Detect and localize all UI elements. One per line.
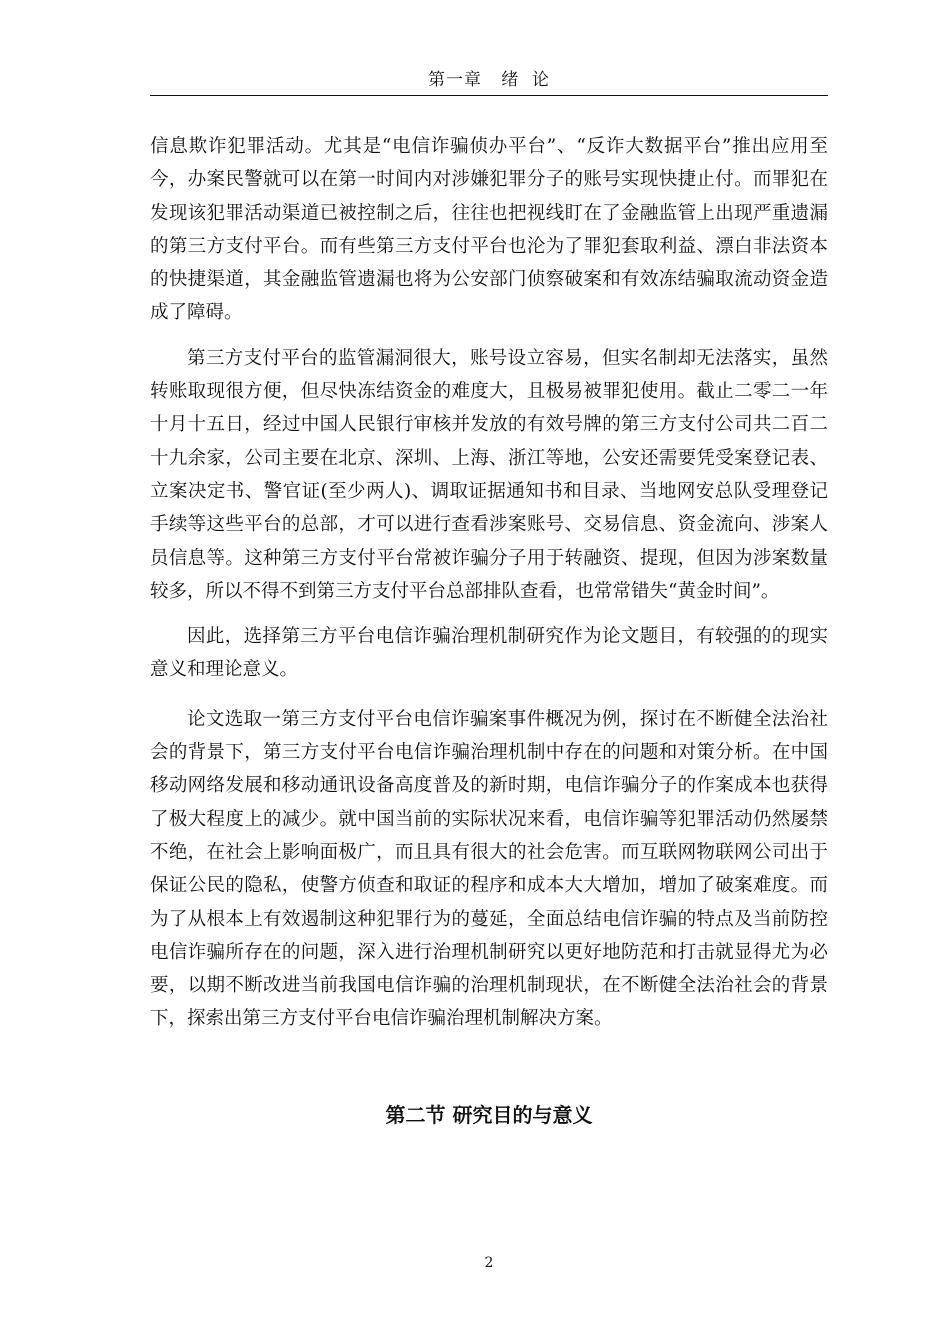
paragraph-topic-significance: 因此，选择第三方平台电信诈骗治理机制研究作为论文题目，有较强的的现实意义和理论意义。 (150, 626, 828, 681)
body-text (150, 130, 828, 1036)
page-number: 2 (484, 1255, 494, 1271)
running-header-title: 第一章 绪 论 (427, 70, 551, 90)
header-divider (150, 95, 828, 96)
paragraph-continuation: 信息欺诈犯罪活动。尤其是“电信诈骗侦办平台”、“反诈大数据平台”推出应用至今，办案民警就可以在第一时间内对涉嫌犯罪分子的账号实现快捷止付。而罪犯在发现该犯罪活动渠道已被控制之后，往往也把视线盯在了金融监管上出现严重遗漏的第三方支付平台。而有些第三方支付平台也沦为了罪犯套取利益、漂白非法资本的快捷渠道，其金融监管遗漏也将为公安部门侦察破案和有效冻结骗取流动资金造成了障碍。 (150, 136, 828, 324)
section-heading: 第二节 研究目的与意义 (385, 1103, 593, 1127)
paragraph-regulatory-loopholes: 第三方支付平台的监管漏洞很大，账号设立容易，但实名制却无法落实，虽然转账取现很方便，但尽快冻结资金的难度大，且极易被罪犯使用。截止二零二一年十月十五日，经过中国人民银行审核并发放的有效号牌的第三方支付公司共二百二十九余家，公司主要在北京、深圳、上海、浙江等地，公安还需要凭受案登记表、立案决定书、警官证(至少两人)、调取证据通知书和目录、当地网安总队受理登记手续等这些平台的总部，才可以进行查看涉案账号、交易信息、资金流向、涉案人员信息等。这种第三方支付平台常被诈骗分子用于转融资、提现，但因为涉案数量较多，所以不得不到第三方支付平台总部排队查看，也常常错失“黄金时间”。 (150, 347, 828, 602)
paragraph-research-approach: 论文选取一第三方支付平台电信诈骗案事件概况为例，探讨在不断健全法治社会的背景下，第三方支付平台电信诈骗治理机制中存在的问题和对策分析。在中国移动网络发展和移动通讯设备高度普及的新时期，电信诈骗分子的作案成本也获得了极大程度上的减少。就中国当前的实际状况来看，电信诈骗等犯罪活动仍然屡禁不绝，在社会上影响面极广，而且具有很大的社会危害。而互联网物联网公司出于保证公民的隐私，使警方侦查和取证的程序和成本大大增加，增加了破案难度。而为了从根本上有效遏制这种犯罪行为的蔓延，全面总结电信诈骗的特点及当前防控电信诈骗所存在的问题，深入进行治理机制研究以更好地防范和打击就显得尤为必要，以期不断改进当前我国电信诈骗的治理机制现状，在不断健全法治社会的背景下，探索出第三方支付平台电信诈骗治理机制解决方案。 (150, 708, 828, 1030)
